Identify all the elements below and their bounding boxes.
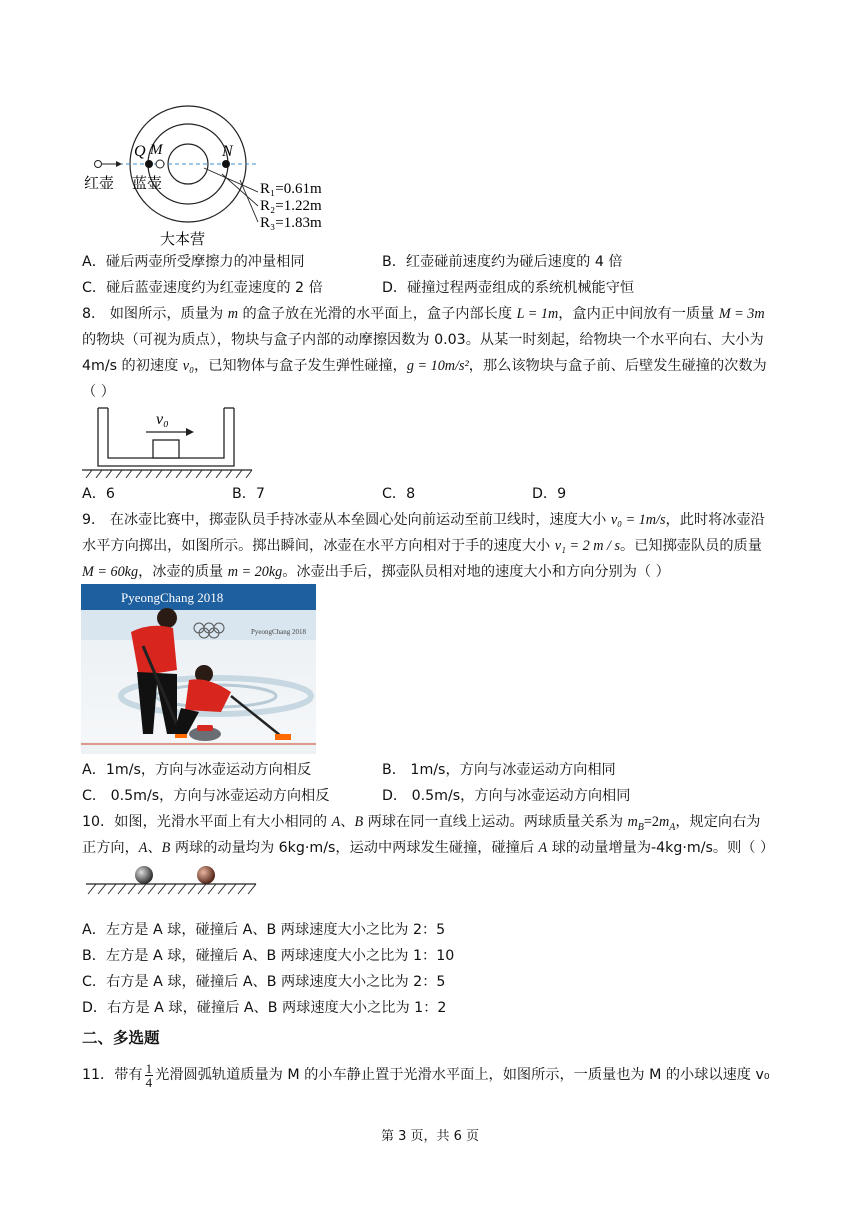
label-m: M xyxy=(150,142,163,158)
q9-option-c: C． 0.5m/s，方向与冰壶运动方向相反 xyxy=(82,788,330,804)
q10-option-c: C．右方是 A 球，碰撞后 A、B 两球速度大小之比为 2：5 xyxy=(82,974,446,990)
label-blue: 蓝壶 xyxy=(132,176,163,192)
label-red: 红壶 xyxy=(84,176,115,192)
label-v0: v₀ xyxy=(156,411,169,428)
photo-board-text: PyeongChang 2018 xyxy=(251,628,307,636)
q7-option-d: D．碰撞过程两壶组成的系统机械能守恒 xyxy=(382,280,635,296)
q8-line-3: 4m/s 的初速度 v₀，已知物体与盒子发生弹性碰撞，g = 10m/s²，那么该物块与盒子前、后壁发生碰撞的次数为 xyxy=(82,358,767,374)
section-title: 二、多选题 xyxy=(82,1029,160,1047)
curling-house-diagram xyxy=(82,104,372,249)
q8-option-a: A．6 xyxy=(82,486,115,502)
q7-option-b: B．红壶碰前速度约为碰后速度的 4 倍 xyxy=(382,254,623,270)
q8-line-1: 8． 如图所示，质量为 m 的盒子放在光滑的水平面上，盒子内部长度 L = 1m，盒内正中间放有一质量 M = 3m xyxy=(82,306,765,322)
q10-line-1: 10．如图，光滑水平面上有大小相同的 A、B 两球在同一直线上运动。两球质量关系为 $m_B=2m_A$，规定向右为 xyxy=(82,814,761,833)
label-q: Q xyxy=(134,143,146,160)
q10-line-2: 正方向，A、B 两球的动量均为 6kg·m/s，运动中两球发生碰撞，碰撞后 A 球的动量增量为-4kg·m/s。则（ ） xyxy=(82,840,775,856)
curling-photo xyxy=(81,584,316,754)
label-r1: R₁=0.61m xyxy=(260,181,322,197)
q7-option-a: A．碰后两壶所受摩擦力的冲量相同 xyxy=(82,254,305,270)
q10-option-d: D．右方是 A 球，碰撞后 A、B 两球速度大小之比为 1：2 xyxy=(82,1000,447,1016)
q9-option-a: A．1m/s，方向与冰壶运动方向相反 xyxy=(82,762,312,778)
box-block-diagram xyxy=(82,402,254,478)
label-r2: R₂=1.22m xyxy=(260,198,322,214)
fraction-quarter: $\frac{1}{4}$ xyxy=(145,1060,153,1090)
q9-line-1: 9． 在冰壶比赛中，掷壶队员手持冰壶从本垒圆心处向前运动至前卫线时，速度大小 v₀ = 1m/s，此时将冰壶沿 xyxy=(82,512,765,528)
label-n: N xyxy=(222,143,233,160)
q8-line-2: 的物块（可视为质点），物块与盒子内部的动摩擦因数为 0.03。从某一时刻起，给物块一个水平向右、大小为 xyxy=(82,332,764,348)
q9-option-d: D． 0.5m/s，方向与冰壶运动方向相同 xyxy=(382,788,631,804)
q9-line-3: M = 60kg，冰壶的质量 m = 20kg。冰壶出手后，掷壶队员相对地的速度大小和方向分别为（ ） xyxy=(82,564,670,580)
two-balls-diagram xyxy=(86,862,258,898)
q8-option-b: B．7 xyxy=(232,486,265,502)
page-footer: 第 3 页，共 6 页 xyxy=(380,1129,480,1144)
q9-option-b: B． 1m/s，方向与冰壶运动方向相同 xyxy=(382,762,616,778)
q7-option-c: C．碰后蓝壶速度约为红壶速度的 2 倍 xyxy=(82,280,323,296)
q8-option-c: C．8 xyxy=(382,486,416,502)
q11-line-1: 11．带有 $\frac{1}{4}$ 光滑圆弧轨道质量为 M 的小车静止置于光滑水平面上，如图所示，一质量也为 M 的小球以速度 v₀ xyxy=(82,1060,770,1090)
q8-option-d: D．9 xyxy=(532,486,567,502)
q9-line-2: 水平方向掷出，如图所示。掷出瞬间，冰壶在水平方向相对于手的速度大小 v₁ = 2 m / s。已知掷壶队员的质量 xyxy=(82,538,762,554)
q10-option-a: A．左方是 A 球，碰撞后 A、B 两球速度大小之比为 2：5 xyxy=(82,922,446,938)
q10-option-b: B．左方是 A 球，碰撞后 A、B 两球速度大小之比为 1：10 xyxy=(82,948,455,964)
q8-line-4: （ ） xyxy=(82,384,115,400)
label-camp: 大本营 xyxy=(160,232,206,248)
photo-banner-text: PyeongChang 2018 xyxy=(121,590,224,605)
label-r3: R₃=1.83m xyxy=(260,215,322,231)
